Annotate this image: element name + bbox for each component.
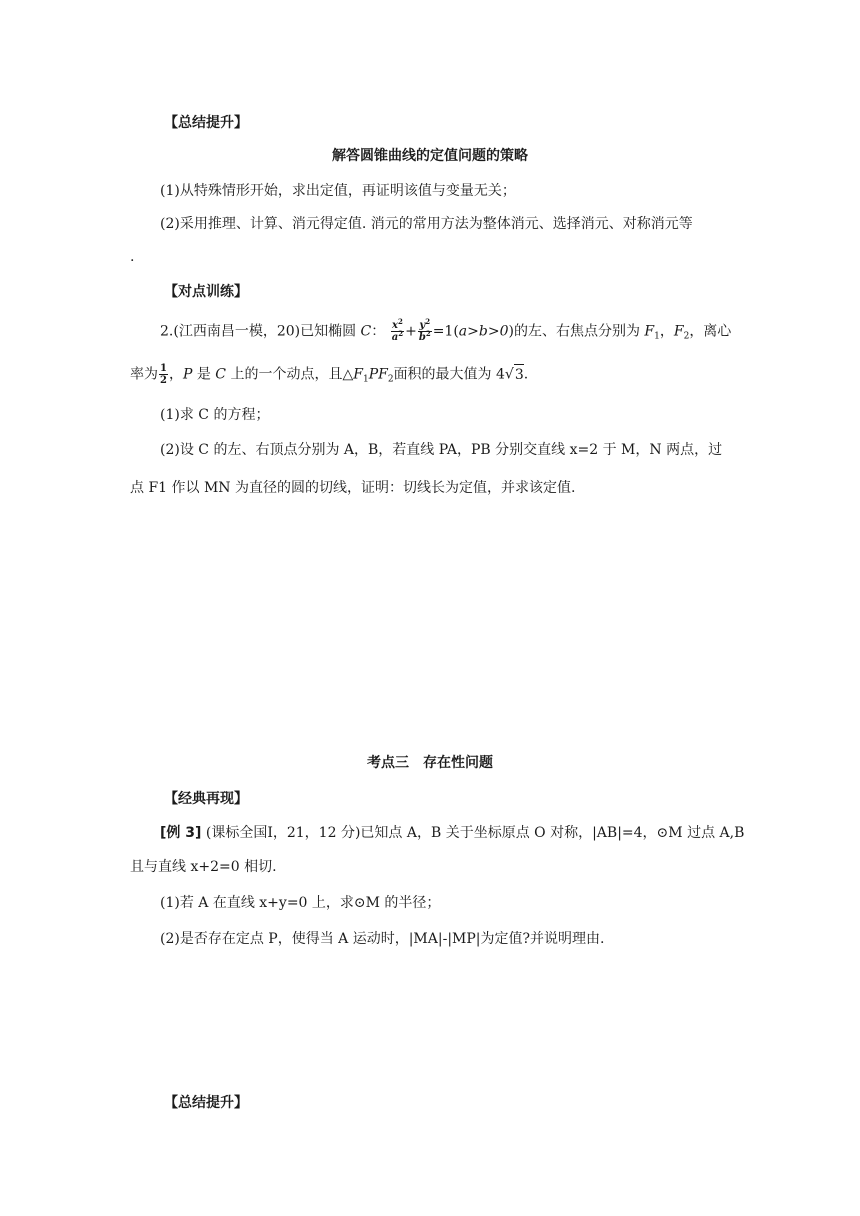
example-3-line-2: 且与直线 x+2=0 相切. <box>130 859 277 875</box>
problem-2-question-2-line-2: 点 F1 作以 MN 为直径的圆的切线，证明：切线长为定值，并求该定值. <box>130 480 576 496</box>
strategy-title: 解答圆锥曲线的定值问题的策略 <box>332 148 528 164</box>
strategy-item-2-tail: . <box>130 249 135 265</box>
problem-2-line-2: 率为 $\frac{1}{2}$ ，P 是 C 上的一个动点，且$\triangle F_1PF_2$面积的最大值为 4√3. <box>130 363 529 386</box>
fraction-y2-b2: $\frac{y^2}{b^2}$ <box>418 317 431 343</box>
problem-2-question-2-line-1: (2)设 C 的左、右顶点分别为 A，B，若直线 PA，PB 分别交直线 x=2 于 M，N 两点，过 <box>160 442 723 458</box>
fraction-one-half: $\frac{1}{2}$ <box>160 363 167 386</box>
example-3-line-1: [例 3] (课标全国Ⅰ，21，12 分)已知点 A，B 关于坐标原点 O 对称，|AB|=4，⊙M 过点 A,B <box>160 825 745 841</box>
training-heading: 【对点训练】 <box>164 284 248 300</box>
example-3-tag: [例 3] <box>160 825 202 841</box>
section-3-title: 考点三 存在性问题 <box>367 755 493 771</box>
problem-2-line-1: 2.(江西南昌一模，20)已知椭圆 C： $\frac{x^2}{a^2}$ + $\frac{y^2}{b^2}$ =1(a>b>0)的左、右焦点分别为 $F_1$，$F_2$，离心 <box>160 317 732 343</box>
classic-heading: 【经典再现】 <box>164 791 248 807</box>
problem-2-question-1: (1)求 C 的方程； <box>160 407 270 423</box>
fraction-x2-a2: $\frac{x^2}{a^2}$ <box>391 317 404 343</box>
strategy-item-1: (1)从特殊情形开始，求出定值，再证明该值与变量无关； <box>160 183 516 199</box>
summary-heading: 【总结提升】 <box>164 115 248 131</box>
strategy-item-2: (2)采用推理、计算、消元得定值. 消元的常用方法为整体消元、选择消元、对称消元等 <box>160 216 693 232</box>
example-3-question-2: (2)是否存在定点 P，使得当 A 运动时，|MA|-|MP|为定值?并说明理由. <box>160 931 605 947</box>
summary-2-heading: 【总结提升】 <box>164 1095 248 1111</box>
example-3-question-1: (1)若 A 在直线 x+y=0 上，求⊙M 的半径； <box>160 895 441 911</box>
